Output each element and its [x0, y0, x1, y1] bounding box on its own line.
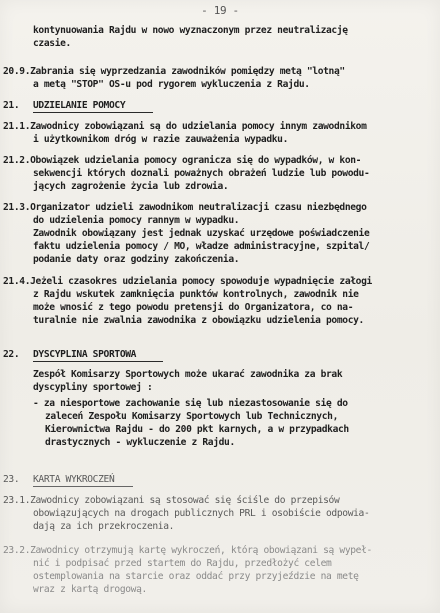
text-line: a metą "STOP" OS-u pod rygorem wykluczenia z Rajdu.	[33, 79, 310, 90]
text-line: faktu udzielenia pomocy / MO, władze administracyjne, szpital/	[33, 241, 370, 252]
text-line: Zawodnik obowiązany jest jednak uzyskać urzędowe poświadczenie	[33, 228, 370, 239]
text-line: 21.2.Obowiązek udzielania pomocy ogranicza się do wypadków, w kon-	[3, 155, 362, 166]
section-number: 21.	[3, 100, 20, 111]
text-line: sekwencji których doznali poważnych obrażeń ludzie lub powodu-	[33, 168, 370, 179]
text-line: i użytkownikom dróg w razie zauważenia wypadku.	[33, 134, 289, 145]
text-line: dyscypliny sportowej :	[33, 382, 153, 393]
section-number: 23.	[3, 474, 20, 485]
text-line: obowiązujących na drogach publicznych PRL i osobiście odpowia-	[33, 508, 370, 519]
section-heading: DYSCYPLINA SPORTOWA	[33, 349, 137, 360]
text-line: drastycznych - wykluczenie z Rajdu.	[45, 437, 235, 448]
text-line: nić i podpisać przed startem do Rajdu, przedłożyć celem	[33, 558, 332, 569]
text-line: czasie.	[33, 38, 71, 49]
text-line: jących zagrożenie życia lub zdrowia.	[33, 181, 229, 192]
text-line: 21.1.Zawodnicy zobowiązani są do udzielania pomocy innym zawodnikom	[3, 121, 367, 132]
text-line: do udzielenia pomocy rannym w wypadku.	[33, 215, 240, 226]
heading-underline	[33, 486, 133, 487]
text-line: Kierownictwa Rajdu - do 200 pkt karnych, a w przypadkach	[45, 424, 349, 435]
text-line: 23.1.Zawodnicy zobowiązani są stosować się ściśle do przepisów	[3, 495, 340, 506]
section-heading: UDZIELANIE POMOCY	[33, 100, 126, 111]
text-line: dają za ich przekroczenia.	[33, 521, 175, 532]
text-line: podanie daty oraz godziny zakończenia.	[33, 254, 240, 265]
text-line: może wnosić z tego powodu pretensji do Organizatora, co na-	[33, 302, 354, 313]
text-line: 20.9.Zabrania się wyprzedzania zawodników pomiędzy metą "lotną"	[3, 66, 345, 77]
text-line: 23.2.Zawodnicy otrzymują kartę wykroczeń, którą obowiązani są wypeł-	[3, 545, 372, 556]
page-number: - 19 -	[201, 4, 239, 17]
text-line: - za niesportowe zachowanie się lub niezastosowanie się do	[33, 398, 348, 409]
text-line: 21.4.Jeżeli czasokres udzielania pomocy spowoduje wypadnięcie załogi	[3, 276, 372, 287]
heading-underline	[33, 361, 163, 362]
heading-underline	[33, 112, 153, 113]
text-line: wraz z kartą drogową.	[33, 584, 147, 595]
text-line: ostemplowania na starcie oraz oddać przy przyjeździe na metę	[33, 571, 359, 582]
text-line: z Rajdu wskutek zamknięcia punktów kontrolnych, zawodnik nie	[33, 289, 359, 300]
section-heading: KARTA WYKROCZEŃ	[33, 474, 115, 485]
text-line: Zespół Komisarzy Sportowych może ukarać zawodnika za brak	[33, 369, 343, 380]
text-line: zaleceń Zespołu Komisarzy Sportowych lub Technicznych,	[45, 411, 339, 422]
section-number: 22.	[3, 349, 20, 360]
text-line: turalnie nie zwalnia zawodnika z obowiązku udzielenia pomocy.	[33, 315, 364, 326]
text-line: 21.3.Organizator udzieli zawodnikom neutralizacji czasu niezbędnego	[3, 202, 367, 213]
text-line: kontynuowania Rajdu w nowo wyznaczonym przez neutralizację	[33, 25, 348, 36]
